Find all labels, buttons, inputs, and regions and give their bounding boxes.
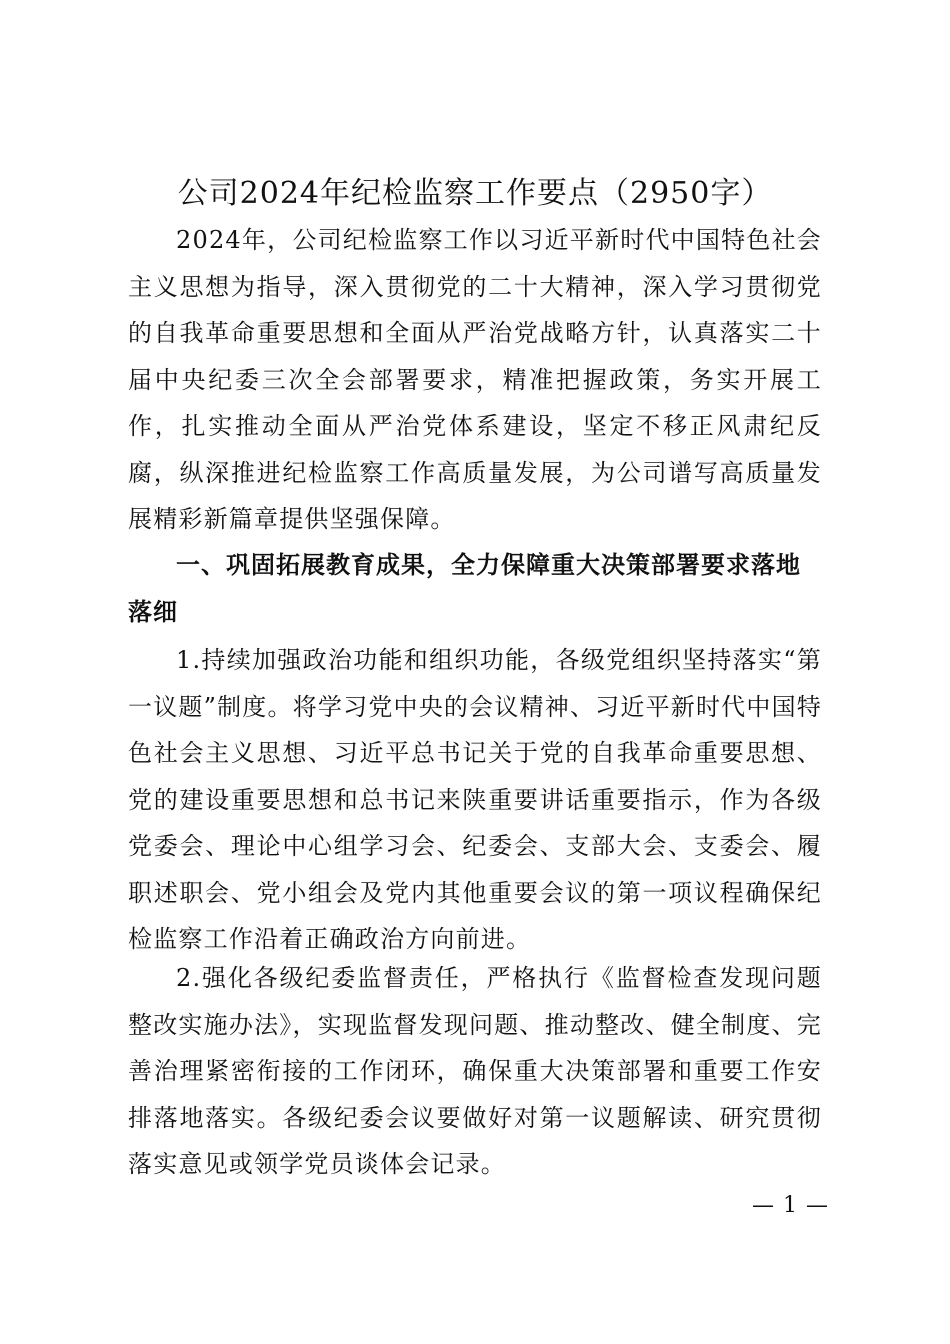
intro-paragraph: 2024年，公司纪检监察工作以习近平新时代中国特色社会主义思想为指导，深入贯彻党的二十大精神，深入学习贯彻党的自我革命重要思想和全面从严治党战略方针，认真落实二十届中央纪委三次全会部署要求，精准把握政策，务实开展工作，扎实推动全面从严治党体系建设，坚定不移正风肃纪反腐，纵深推进纪检监察工作高质量发展，为公司谱写高质量发展精彩新篇章提供坚强保障。 (128, 226, 822, 533)
item-paragraph-2: 2.强化各级纪委监督责任，严格执行《监督检查发现问题整改实施办法》，实现监督发现问题、推动整改、健全制度、完善治理紧密衔接的工作闭环，确保重大决策部署和重要工作安排落地落实。各级纪委会议要做好对第一议题解读、研究贯彻落实意见或领学党员谈体会记录。 (128, 964, 822, 1178)
document-title: 公司2024年纪检监察工作要点（2950字） (177, 176, 773, 211)
item-paragraph-1: 1.持续加强政治功能和组织功能，各级党组织坚持落实“第一议题”制度。将学习党中央的会议精神、习近平新时代中国特色社会主义思想、习近平总书记关于党的自我革命重要思想、党的建设重要思想和总书记来陕重要讲话重要指示，作为各级党委会、理论中心组学习会、纪委会、支部大会、支委会、履职述职会、党小组会及党内其他重要会议的第一项议程确保纪检监察工作沿着正确政治方向前进。 (128, 646, 822, 953)
section-heading-1: 一、巩固拓展教育成果，全力保障重大决策部署要求落地落细 (128, 551, 801, 626)
page-number: — 1 — (752, 1193, 829, 1218)
